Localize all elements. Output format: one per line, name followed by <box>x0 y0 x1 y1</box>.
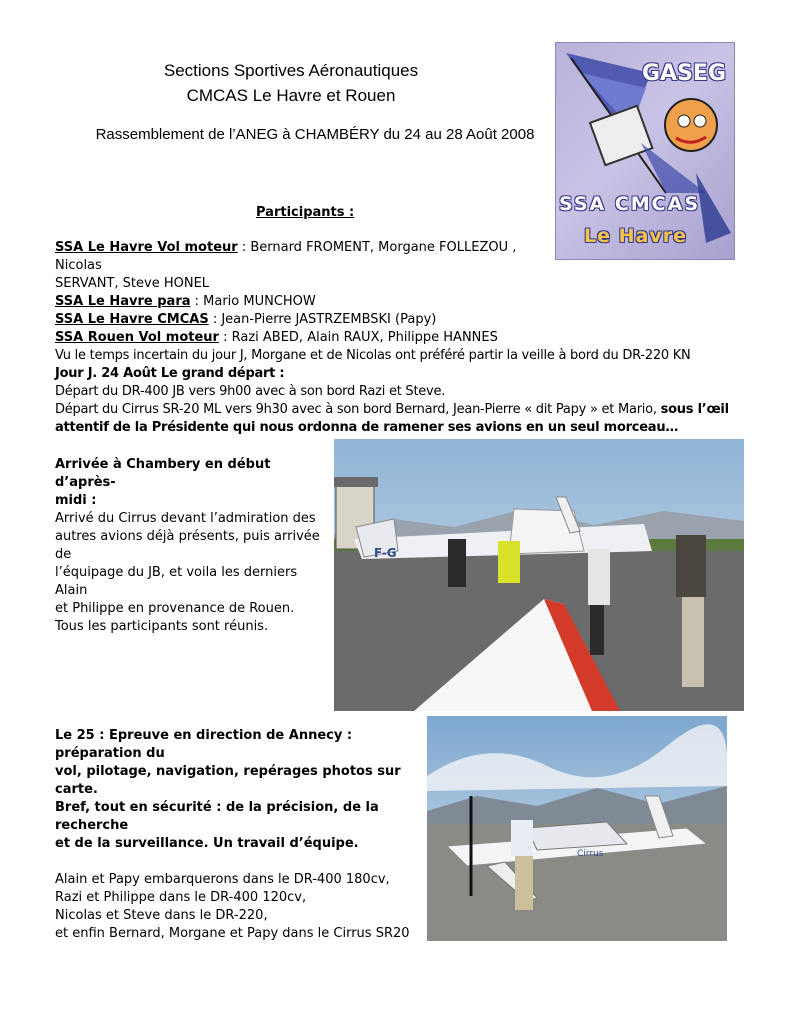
chambery-apron-photo <box>334 439 744 711</box>
arrival-line: autres avions déjà présents, puis arrivée de <box>55 529 320 562</box>
crew-line: Alain et Papy embarquerons dans le DR-400 180cv, <box>55 872 390 887</box>
arrival-line: et Philippe en provenance de Rouen. <box>55 601 295 616</box>
section-label: SSA Le Havre para <box>55 294 191 309</box>
logo-top-text: GASEG <box>642 61 727 86</box>
arrival-line: l’équipage du JB, et voila les derniers Alain <box>55 565 298 598</box>
participant-row <box>55 329 555 347</box>
photo2-scene <box>427 716 727 941</box>
photo1-scene <box>334 439 744 711</box>
logo-bottom-text: Le Havre <box>584 225 687 247</box>
title-line-1: Sections Sportives Aéronautiques <box>163 61 419 80</box>
arrival-line: Tous les participants sont réunis. <box>55 619 269 634</box>
day1-heading: Jour J. 24 Août Le grand départ : <box>55 366 285 381</box>
crew-line: et enfin Bernard, Morgane et Papy dans le Cirrus SR20 <box>55 926 410 941</box>
arrival-heading-2: midi : <box>55 493 97 508</box>
participant-row <box>55 239 555 275</box>
title-line-2: CMCAS Le Havre et Rouen <box>186 86 396 105</box>
crew-line: Razi et Philippe dans le DR-400 120cv, <box>55 890 307 905</box>
arrival-heading-1: Arrivée à Chambery en début d’après- <box>55 457 271 490</box>
section-label: SSA Le Havre CMCAS <box>55 312 209 327</box>
document-title <box>0 58 582 108</box>
photo1-registration: F-G <box>374 546 397 560</box>
participants-heading: Participants : <box>256 205 355 220</box>
day25-bold-line: vol, pilotage, navigation, repérages photos sur carte. <box>55 764 401 797</box>
section-names: : Mario MUNCHOW <box>190 294 316 309</box>
logo-mid-text: SSA CMCAS <box>559 193 701 215</box>
section-label: SSA Rouen Vol moteur <box>55 330 219 345</box>
section-names: : Razi ABED, Alain RAUX, Philippe HANNES <box>218 330 498 345</box>
day25-bold-line: et de la surveillance. Un travail d’équipe. <box>55 836 359 851</box>
day25-section <box>55 727 420 943</box>
day25-bold-line: Le 25 : Epreuve en direction de Annecy : préparation du <box>55 728 353 761</box>
day1-intro: Vu le temps incertain du jour J, Morgane et de Nicolas ont préféré partir la veille à bord du DR-220 KN <box>55 348 691 363</box>
arrival-line: Arrivé du Cirrus devant l’admiration des <box>55 511 316 526</box>
participant-row-cont: SERVANT, Steve HONEL <box>55 276 210 291</box>
participants-list <box>55 239 555 347</box>
participant-row <box>55 293 555 311</box>
cirrus-preflight-photo <box>427 716 727 941</box>
gaseg-logo <box>555 42 735 260</box>
crew-line: Nicolas et Steve dans le DR-220, <box>55 908 268 923</box>
day1-line-2 <box>55 401 745 419</box>
section-names: : Jean-Pierre JASTRZEMBSKI (Papy) <box>208 312 437 327</box>
section-names: : Bernard FROMENT, Morgane FOLLEZOU , Nicolas <box>55 240 517 273</box>
arrival-section <box>55 456 330 636</box>
day1-line-2-bold: sous l’œil <box>660 402 729 417</box>
day25-bold-line: Bref, tout en sécurité : de la précision, de la recherche <box>55 800 379 833</box>
day1-line-3: attentif de la Présidente qui nous ordonna de ramener ses avions en un seul morceau… <box>55 420 679 435</box>
day1-line-1: Départ du DR-400 JB vers 9h00 avec à son bord Razi et Steve. <box>55 384 446 399</box>
day1-line-2-text: Départ du Cirrus SR-20 ML vers 9h30 avec à son bord Bernard, Jean-Pierre « dit Papy » et Mario, <box>55 402 661 417</box>
day1-section <box>55 347 745 437</box>
participant-row <box>55 311 555 329</box>
photo2-aircraft-label: Cirrus <box>577 849 604 859</box>
event-subtitle: Rassemblement de l’ANEG à CHAMBÉRY du 24 au 28 Août 2008 <box>95 126 535 143</box>
section-label: SSA Le Havre Vol moteur <box>55 240 238 255</box>
